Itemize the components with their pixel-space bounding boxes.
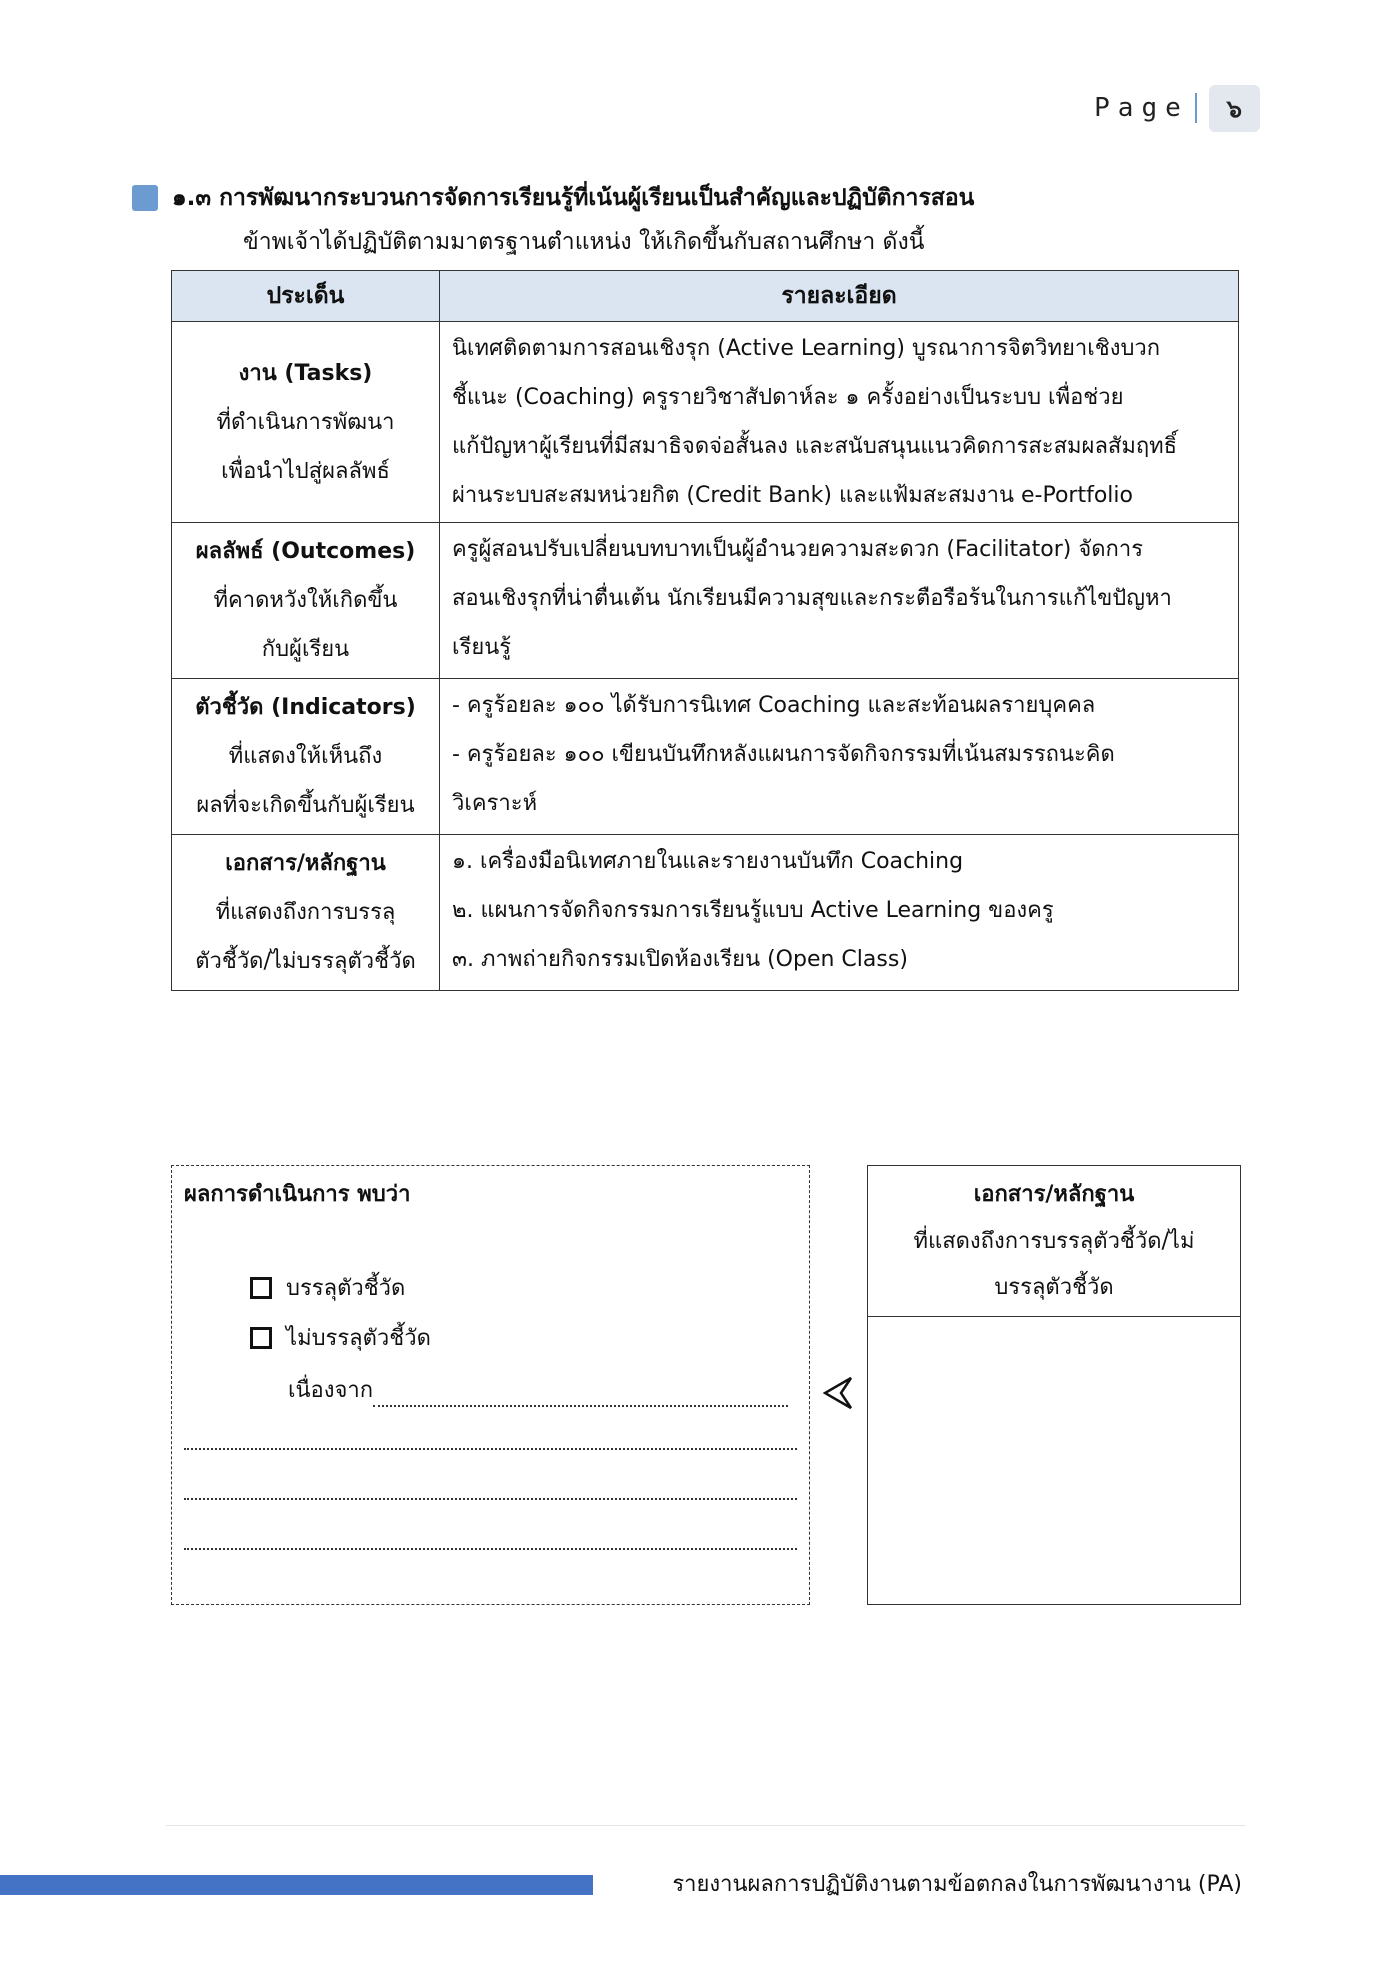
row-label — [172, 523, 440, 679]
footer-accent-bar — [0, 1875, 593, 1895]
because-blank[interactable] — [373, 1381, 788, 1407]
row-label-line: เพื่อนำไปสู่ผลลัพธ์ — [221, 458, 390, 484]
page-number: ๖ — [1209, 85, 1260, 132]
blank-line[interactable] — [184, 1548, 797, 1550]
arrow-left-icon-svg — [823, 1376, 853, 1410]
detail-line: แก้ปัญหาผู้เรียนที่มีสมาธิจดจ่อสั้นลง และสนับสนุนแนวคิดการสะสมผลสัมฤทธิ์ — [452, 434, 1178, 459]
result-title: ผลการดำเนินการ พบว่า — [184, 1182, 411, 1207]
table-row-outcomes — [172, 523, 1239, 679]
page-header — [1094, 88, 1260, 128]
row-label-title: งาน (Tasks) — [238, 360, 373, 386]
page-separator — [1195, 93, 1197, 123]
section-heading — [132, 180, 974, 216]
detail-line: วิเคราะห์ — [452, 791, 538, 816]
option-achieved-label: บรรลุตัวชี้วัด — [286, 1276, 406, 1301]
detail-line: ๓. ภาพถ่ายกิจกรรมเปิดห้องเรียน (Open Class) — [452, 947, 908, 972]
header-detail: รายละเอียด — [440, 271, 1239, 322]
because-label: เนื่องจาก — [288, 1378, 374, 1403]
row-label-title: เอกสาร/หลักฐาน — [225, 851, 386, 876]
row-label-line: ผลที่จะเกิดขึ้นกับผู้เรียน — [196, 793, 415, 818]
detail-line: ชี้แนะ (Coaching) ครูรายวิชาสัปดาห์ละ ๑ ครั้งอย่างเป็นระบบ เพื่อช่วย — [452, 385, 1124, 410]
page-label: Page — [1094, 93, 1189, 123]
detail-line: ครูผู้สอนปรับเปลี่ยนบทบาทเป็นผู้อำนวยความสะดวก (Facilitator) จัดการ — [452, 537, 1144, 562]
table-row-indicators — [172, 679, 1239, 835]
detail-line: - ครูร้อยละ ๑๐๐ เขียนบันทึกหลังแผนการจัดกิจกรรมที่เน้นสมรรถนะคิด — [452, 742, 1115, 767]
row-detail — [440, 523, 1239, 679]
detail-line: สอนเชิงรุกที่น่าตื่นเต้น นักเรียนมีความสุขและกระตือรือร้นในการแก้ไขปัญหา — [452, 586, 1172, 611]
option-achieved[interactable] — [250, 1270, 405, 1305]
blank-line[interactable] — [184, 1448, 797, 1450]
section-title: ๑.๓ การพัฒนากระบวนการจัดการเรียนรู้ที่เน้นผู้เรียนเป็นสำคัญและปฏิบัติการสอน — [172, 185, 975, 211]
row-label-line: กับผู้เรียน — [261, 637, 350, 662]
option-not-achieved[interactable] — [250, 1320, 431, 1355]
row-label — [172, 835, 440, 991]
detail-line: เรียนรู้ — [452, 635, 512, 660]
row-detail — [440, 322, 1239, 523]
bullet-square-icon — [132, 185, 158, 211]
detail-line: ผ่านระบบสะสมหน่วยกิต (Credit Bank) และแฟ้มสะสมงาน e-Portfolio — [452, 483, 1133, 508]
header-topic: ประเด็น — [172, 271, 440, 322]
row-label-line: ที่แสดงถึงการบรรลุ — [215, 900, 396, 925]
option-not-achieved-label: ไม่บรรลุตัวชี้วัด — [286, 1326, 431, 1351]
row-label — [172, 679, 440, 835]
because-line[interactable] — [288, 1372, 788, 1407]
checkbox-achieved[interactable] — [250, 1277, 272, 1299]
row-detail — [440, 679, 1239, 835]
row-label — [172, 322, 440, 523]
footer-divider — [166, 1825, 1246, 1826]
row-label-title: ตัวชี้วัด (Indicators) — [195, 695, 416, 720]
table-row-evidence — [172, 835, 1239, 991]
section-subtitle: ข้าพเจ้าได้ปฏิบัติตามมาตรฐานตำแหน่ง ให้เกิดขึ้นกับสถานศึกษา ดังนี้ — [243, 229, 925, 255]
detail-line: ๑. เครื่องมือนิเทศภายในและรายงานบันทึก Coaching — [452, 849, 964, 874]
evidence-subtitle: ที่แสดงถึงการบรรลุตัวชี้วัด/ไม่บรรลุตัวชี้วัด — [913, 1229, 1195, 1300]
detail-line: - ครูร้อยละ ๑๐๐ ได้รับการนิเทศ Coaching และสะท้อนผลรายบุคคล — [452, 693, 1096, 718]
row-label-line: ที่แสดงให้เห็นถึง — [228, 744, 383, 769]
evidence-header — [868, 1166, 1240, 1317]
row-label-line: ตัวชี้วัด/ไม่บรรลุตัวชี้วัด — [195, 949, 416, 974]
pa-detail-table — [171, 270, 1239, 991]
row-label-line: ที่คาดหวังให้เกิดขึ้น — [213, 588, 398, 613]
table-header-row — [172, 271, 1239, 322]
table-row-tasks — [172, 322, 1239, 523]
result-box — [171, 1165, 810, 1605]
detail-line: นิเทศติดตามการสอนเชิงรุก (Active Learning) บูรณาการจิตวิทยาเชิงบวก — [452, 336, 1161, 361]
blank-line[interactable] — [184, 1498, 797, 1500]
evidence-box — [867, 1165, 1241, 1605]
footer-text: รายงานผลการปฏิบัติงานตามข้อตกลงในการพัฒนางาน (PA) — [672, 1872, 1242, 1897]
row-label-line: ที่ดำเนินการพัฒนา — [216, 409, 395, 435]
evidence-title: เอกสาร/หลักฐาน — [973, 1182, 1135, 1207]
row-detail — [440, 835, 1239, 991]
arrow-left-icon — [823, 1376, 853, 1419]
row-label-title: ผลลัพธ์ (Outcomes) — [195, 539, 416, 564]
detail-line: ๒. แผนการจัดกิจกรรมการเรียนรู้แบบ Active Learning ของครู — [452, 898, 1054, 923]
checkbox-not-achieved[interactable] — [250, 1327, 272, 1349]
